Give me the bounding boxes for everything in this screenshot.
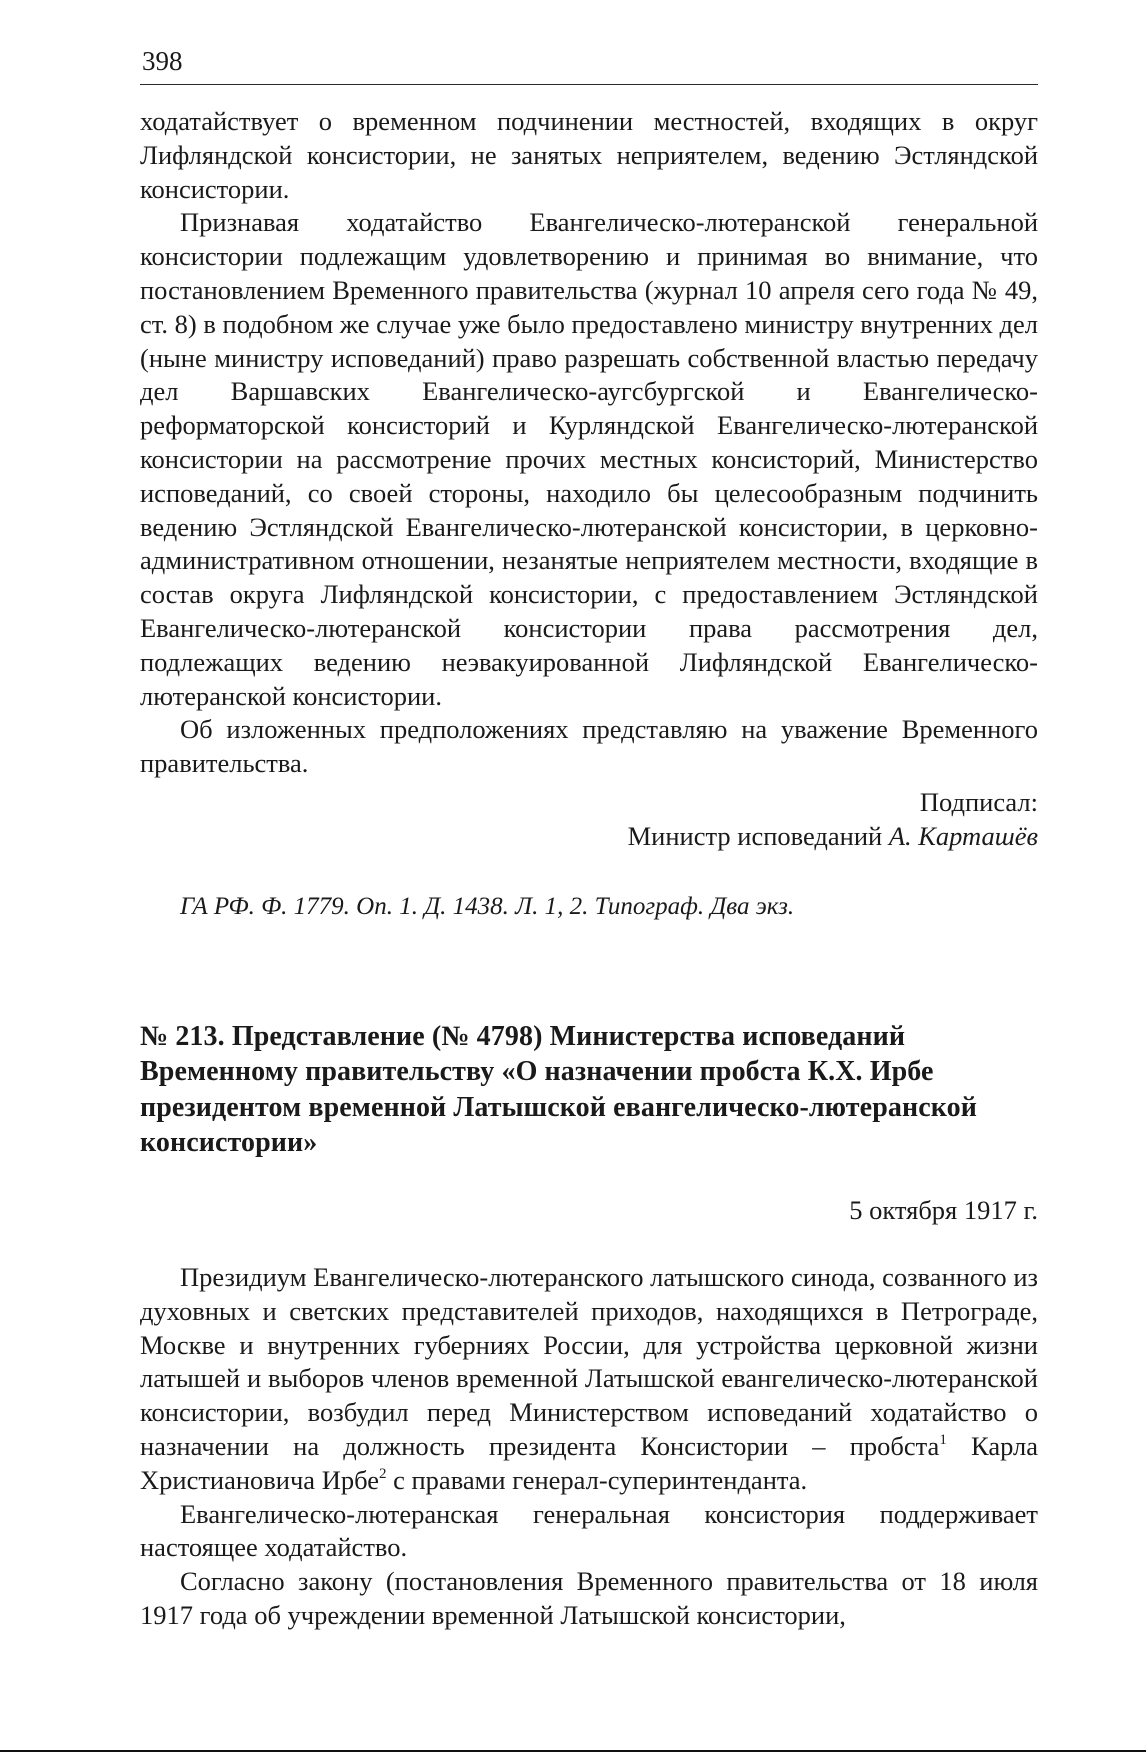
document-date: 5 октября 1917 г. [849, 1194, 1038, 1225]
page-number: 398 [142, 46, 183, 76]
paragraph-text: Карла Христиановича Ирбе [140, 1430, 1039, 1495]
book-page [140, 44, 1038, 1633]
signature-name: А. Карташёв [888, 820, 1038, 851]
archive-reference: ГА РФ. Ф. 1779. Оп. 1. Д. 1438. Л. 1, 2. Типограф. Два экз. [180, 892, 795, 920]
paragraph: Об изложенных предположениях представляю на уважение Временного правительства. [140, 714, 1038, 779]
footnote-marker[interactable]: 2 [378, 1465, 387, 1482]
paragraph: ходатайствует о временном подчинении местностей, входящих в округ Лифляндской консистории, не занятых неприятелем, ведению Эстляндской консистории. [140, 106, 1038, 204]
signature-label: Подписал: [919, 786, 1038, 817]
paragraph: Признавая ходатайство Евангелическо-лютеранской генеральной консистории подлежащим удовлетворению и принимая во внимание, что постановлением Временного правительства (журнал 10 апреля сего года № 49, ст. 8) в подобном же случае уже было предоставлено министру внутренних дел (ныне министру исповеданий) право разрешать собственной властью передачу дел Варшавских Евангелическо-аугсбургской и Евангелическо-реформаторской консисторий и Курляндской Евангелическо-лютеранской консистории на рассмотрение прочих местных консисторий, Министерство исповеданий, со своей стороны, находило бы целесообразным подчинить ведению Эстляндской Евангелическо-лютеранской консистории, в церковно-административном отношении, незанятые неприятелем местности, входящие в состав округа Лифляндской консистории, с предоставлением Эстляндской Евангелическо-лютеранской консистории права рассмотрения дел, подлежащих ведению неэвакуированной Лифляндской Евангелическо-лютеранской консистории. [140, 207, 1038, 711]
document-title: № 213. Представление (№ 4798) Министерства исповеданий Временному правительству «О назначении пробста К.Х. Ирбе президентом временной Латышской евангелическо-лютеранской консистории» [140, 1020, 977, 1159]
paragraph [140, 1261, 1038, 1498]
header-rule [140, 84, 1038, 85]
signature-line [140, 819, 1038, 853]
scan-edge-line [0, 1750, 1146, 1752]
paragraph-text: Президиум Евангелическо-лютеранского латышского синода, созванного из духовных и светских представителей приходов, находящихся в Петрограде, Москве и внутренних губерниях России, для устройства церковной жизни латышей и выборов членов временной Латышской евангелическо-лютеранской консистории, возбудил перед Министерством исповеданий ходатайство о назначении на должность президента Консистории – пробста [140, 1261, 1038, 1461]
paragraph-text: с правами генерал-суперинтенданта. [386, 1464, 808, 1495]
paragraph: Согласно закону (постановления Временного правительства от 18 июля 1917 года об учреждении временной Латышской консистории, [140, 1566, 1038, 1630]
paragraph: Евангелическо-лютеранская генеральная консистория поддерживает настоящее ходатайство. [140, 1498, 1038, 1563]
signature-position: Министр исповеданий [627, 820, 883, 851]
footnote-marker[interactable]: 1 [939, 1431, 947, 1448]
